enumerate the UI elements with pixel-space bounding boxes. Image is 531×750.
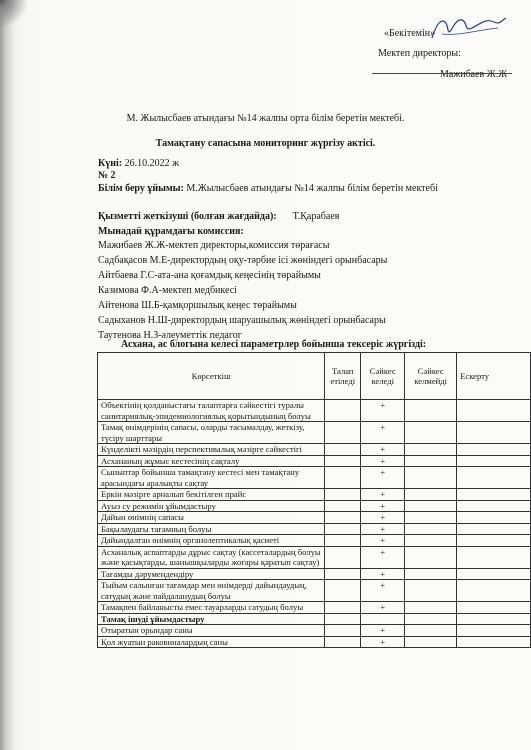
cell-compliant: + (361, 636, 405, 648)
row-label: Тамақпен байланысты емес тауарларды сатудың болуы (98, 602, 325, 614)
row-label: Бақылаудағы тағамның болуы (98, 523, 325, 535)
cell-note (457, 546, 531, 568)
header-compliant: Сәйкес келеді (361, 353, 405, 400)
table-row (98, 444, 531, 456)
cell-compliant (361, 613, 405, 625)
date-value: 26.10.2022 ж (122, 158, 180, 169)
cell-required (325, 500, 361, 512)
member-6: Садыханов Н.Ш-директордың шаруашылық жөніндегі орынбасары (98, 315, 386, 326)
commission-members (98, 240, 387, 345)
member-7: Таутенова Н.З-әлеуметтік педагог (98, 330, 242, 341)
cell-compliant: + (361, 568, 405, 580)
school-title: М. Жылысбаев атындағы №14 жалпы орта білім беретін мектебі. (126, 113, 405, 124)
row-label: Дайын өнімнің сапасы (98, 512, 325, 524)
cell-required (325, 523, 361, 535)
cell-required (325, 467, 361, 489)
cell-required (325, 422, 361, 444)
signature-line (372, 73, 512, 74)
cell-noncompliant (405, 500, 457, 512)
table-row (98, 523, 531, 535)
org-label: Білім беру ұйымы: (98, 183, 184, 194)
cell-note (457, 400, 531, 422)
cell-note (457, 467, 531, 489)
row-label: Отыратын орындар саны (98, 625, 325, 637)
org-value: М.Жылысбаев атындағы №14 жалпы білім беретін мектебі (183, 183, 438, 194)
cell-note (457, 613, 531, 625)
cell-noncompliant (405, 455, 457, 467)
row-label: Объектінің қолданыстағы талаптарға сәйкестігі туралы санитариялық-эпидемиологиялық қорытындының болуы (98, 400, 325, 422)
date-label: Күні: (98, 158, 123, 169)
cell-compliant: + (361, 625, 405, 637)
header-noncompliant: Сәйкес келмейді (405, 353, 457, 400)
row-label: Тамақ ішуді ұйымдастыру (98, 613, 325, 625)
row-label: Тыйым салынған тағамдар мен өнімдерді дайындаудың, сатудың және пайдаланудың болуы (98, 580, 325, 602)
cell-noncompliant (405, 546, 457, 568)
cell-compliant: + (361, 535, 405, 547)
table-row (98, 625, 531, 637)
cell-note (457, 523, 531, 535)
org-line (98, 183, 508, 195)
table-row (98, 602, 531, 614)
cell-required (325, 546, 361, 568)
member-1: Мажибаев Ж.Ж-мектеп директоры,комиссия төрағасы (98, 240, 330, 251)
cell-compliant: + (361, 523, 405, 535)
cell-required (325, 444, 361, 456)
row-label: Тағамды дәрумендендіру (98, 568, 325, 580)
table-row (98, 489, 531, 501)
cell-noncompliant (405, 568, 457, 580)
row-label: Тамақ өнімдерінің сапасы, оларды тасымалдау, жеткізу, түсіру шарттары (98, 422, 325, 444)
cell-compliant: + (361, 546, 405, 568)
cell-compliant: + (361, 489, 405, 501)
row-label: Асханалық аспаптарды дұрыс сақтау (кассеталардың болуы және қасықтарды, шанышқыларды жоғары қаратып сақтау) (98, 546, 325, 568)
cell-required (325, 400, 361, 422)
header-indicator: Көрсеткіш (98, 353, 325, 400)
cell-required (325, 625, 361, 637)
table-row (98, 500, 531, 512)
supplier-line (98, 211, 339, 223)
cell-required (325, 636, 361, 648)
row-label: Еркін мәзірге арналып бекітілген прайс (98, 489, 325, 501)
cell-compliant: + (361, 467, 405, 489)
cell-note (457, 625, 531, 637)
approval-line-2: Мектеп директоры: (378, 48, 461, 59)
act-number: № 2 (98, 170, 116, 181)
cell-compliant: + (361, 512, 405, 524)
table-row (98, 400, 531, 422)
cell-required (325, 568, 361, 580)
act-title: Тамақтану сапасына мониторинг жүргізу актісі. (155, 138, 376, 149)
table-row (98, 613, 531, 625)
cell-compliant: + (361, 400, 405, 422)
cell-noncompliant (405, 613, 457, 625)
table-row (98, 636, 531, 648)
cell-required (325, 455, 361, 467)
cell-compliant: + (361, 422, 405, 444)
cell-noncompliant (405, 523, 457, 535)
cell-note (457, 636, 531, 648)
cell-note (457, 512, 531, 524)
cell-noncompliant (405, 444, 457, 456)
monitoring-table (97, 352, 531, 648)
table-header-row (98, 353, 531, 400)
cell-note (457, 580, 531, 602)
cell-noncompliant (405, 580, 457, 602)
cell-required (325, 602, 361, 614)
cell-compliant: + (361, 602, 405, 614)
cell-note (457, 455, 531, 467)
cell-noncompliant (405, 400, 457, 422)
cell-compliant: + (361, 500, 405, 512)
cell-note (457, 489, 531, 501)
cell-noncompliant (405, 636, 457, 648)
check-line: Асхана, ас блогына келесі параметрлер бойынша тексеріс жүргізді: (121, 339, 427, 350)
row-label: Қол жуатын раковиналардың саны (98, 636, 325, 648)
approval-line-1: «Бекітемін» (384, 28, 436, 39)
member-3: Айтбаева Г.С-ата-ана қоғамдық кеңесінің төрайымы (98, 270, 321, 281)
commission-label: Мынадай құрамдағы комиссия: (98, 226, 244, 237)
table-row (98, 580, 531, 602)
row-label: Дайындалған өнімнің органолептикалық қасиеті (98, 535, 325, 547)
cell-noncompliant (405, 467, 457, 489)
cell-note (457, 422, 531, 444)
table-row (98, 535, 531, 547)
table-row (98, 512, 531, 524)
cell-note (457, 500, 531, 512)
cell-note (457, 444, 531, 456)
scan-shadow (0, 0, 30, 30)
cell-noncompliant (405, 602, 457, 614)
cell-compliant: + (361, 455, 405, 467)
cell-noncompliant (405, 512, 457, 524)
cell-required (325, 489, 361, 501)
cell-noncompliant (405, 625, 457, 637)
cell-noncompliant (405, 422, 457, 444)
cell-noncompliant (405, 535, 457, 547)
approval-line-3: Мажибаев Ж.Ж (440, 69, 508, 80)
member-5: Айтенова Ш.Б-қамқоршылық кеңес төрайымы (98, 300, 297, 311)
member-4: Казимова Ф.А-мектеп медбикесі (98, 285, 237, 296)
table-row (98, 546, 531, 568)
cell-required (325, 535, 361, 547)
row-label: Сыныптар бойынша тамақтану кестесі мен тамақтану арасындағы аралықты сақтау (98, 467, 325, 489)
table-row (98, 422, 531, 444)
header-required: Талап етіледі (325, 353, 361, 400)
cell-compliant: + (361, 444, 405, 456)
member-2: Садбақасов М.Е-директордың оқу-тәрбие ісі жөніндегі орынбасары (98, 255, 388, 266)
cell-required (325, 613, 361, 625)
table-row (98, 568, 531, 580)
row-label: Ауыз су режимін ұйымдастыру (98, 500, 325, 512)
header-note: Ескерту (457, 353, 531, 400)
row-label: Асхананың жұмыс кестесінің сақталу (98, 455, 325, 467)
cell-note (457, 602, 531, 614)
row-label: Күнделікті мәзірдің перспективалық мәзірге сәйкестігі (98, 444, 325, 456)
cell-required (325, 580, 361, 602)
supplier-value: Т.Қарабаев (292, 211, 340, 222)
cell-compliant: + (361, 580, 405, 602)
table-row (98, 455, 531, 467)
date-line (98, 158, 179, 170)
cell-note (457, 535, 531, 547)
supplier-label: Қызметті жеткізуші (болған жағдайда): (98, 211, 277, 222)
cell-note (457, 568, 531, 580)
table-row (98, 467, 531, 489)
cell-required (325, 512, 361, 524)
cell-noncompliant (405, 489, 457, 501)
